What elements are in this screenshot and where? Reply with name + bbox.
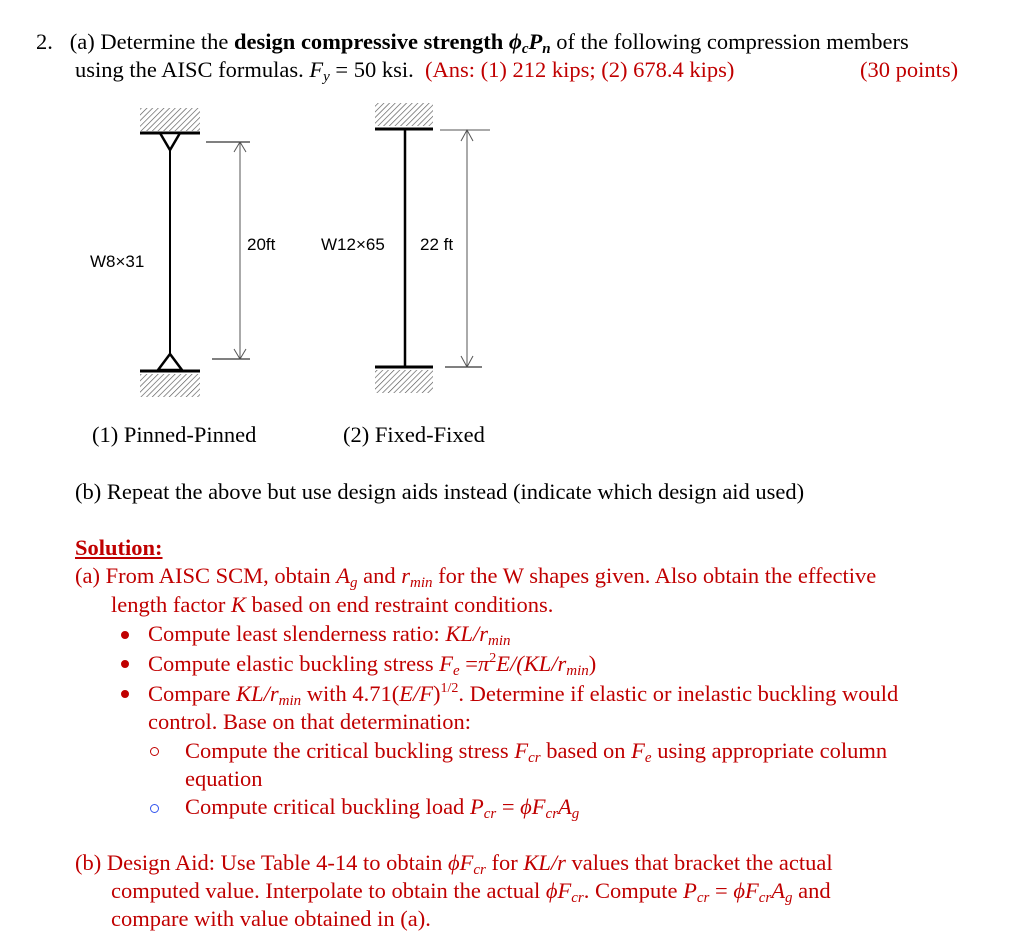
column-1-pinned: [140, 108, 250, 397]
answer: (Ans: (1) 212 kips; (2) 678.4 kips): [425, 57, 735, 82]
col1-length-label: 20ft: [247, 235, 276, 254]
col1-section-label: W8×31: [90, 252, 145, 271]
sol-a-line-1: (a) From AISC SCM, obtain $A_g$ and $r_{min}$ for the W shapes given. Also obtain the effective: [75, 563, 877, 591]
bullet-3-line-2: control. Base on that determination:: [148, 709, 472, 734]
col2-length-label: 22 ft: [420, 235, 454, 254]
col2-section-label: W12×65: [321, 235, 385, 254]
sol-a-line-2: length factor K based on end restraint conditions.: [111, 592, 554, 617]
column-diagram: [0, 0, 1024, 420]
sub-bullet-1-line-2: equation: [185, 766, 263, 791]
sol-b-line-2: computed value. Interpolate to obtain the actual $\phi F_{cr}$. Compute $P_{cr} = \phi F_{cr}A_g$ and: [111, 878, 831, 906]
sub-bullet-icon: [150, 747, 159, 756]
bullet-icon: [121, 631, 129, 639]
solution-heading: Solution:: [75, 535, 163, 560]
sub-bullet-2: Compute critical buckling load $P_{cr} = \phi F_{cr}A_g$: [185, 794, 580, 822]
points: (30 points): [860, 57, 959, 82]
sub-bullet-1: Compute the critical buckling stress $F_{cr}$ based on $F_e$ using appropriate column: [185, 738, 888, 766]
bullet-2: Compute elastic buckling stress $F_e =\pi^2E/(KL/r_{min})$: [148, 651, 597, 679]
bullet-icon: [121, 660, 129, 668]
problem-line-2: using the AISC formulas. $F_y = 50$ ksi. (Ans: (1) 212 kips; (2) 678.4 kips): [75, 57, 735, 85]
col1-caption: (1) Pinned-Pinned: [92, 422, 257, 447]
bullet-3: Compare $KL/r_{min}$ with $4.71(E/F)^{1/2}$. Determine if elastic or inelastic buckling would: [148, 681, 899, 709]
sol-b-line-3: compare with value obtained in (a).: [111, 906, 431, 931]
part-b-question: (b) Repeat the above but use design aids instead (indicate which design aid used): [75, 479, 805, 504]
col2-caption: (2) Fixed-Fixed: [343, 422, 485, 447]
bullet-1: Compute least slenderness ratio: $KL/r_{min}$: [148, 621, 511, 649]
sub-bullet-icon: [150, 804, 159, 813]
bullet-icon: [121, 690, 129, 698]
problem-line-1: 2. (a) Determine the design compressive strength $\phi_cP_n$ of the following compression members: [36, 29, 909, 57]
sol-b-line-1: (b) Design Aid: Use Table 4-14 to obtain $\phi F_{cr}$ for KL/r values that bracket the actual: [75, 850, 833, 878]
